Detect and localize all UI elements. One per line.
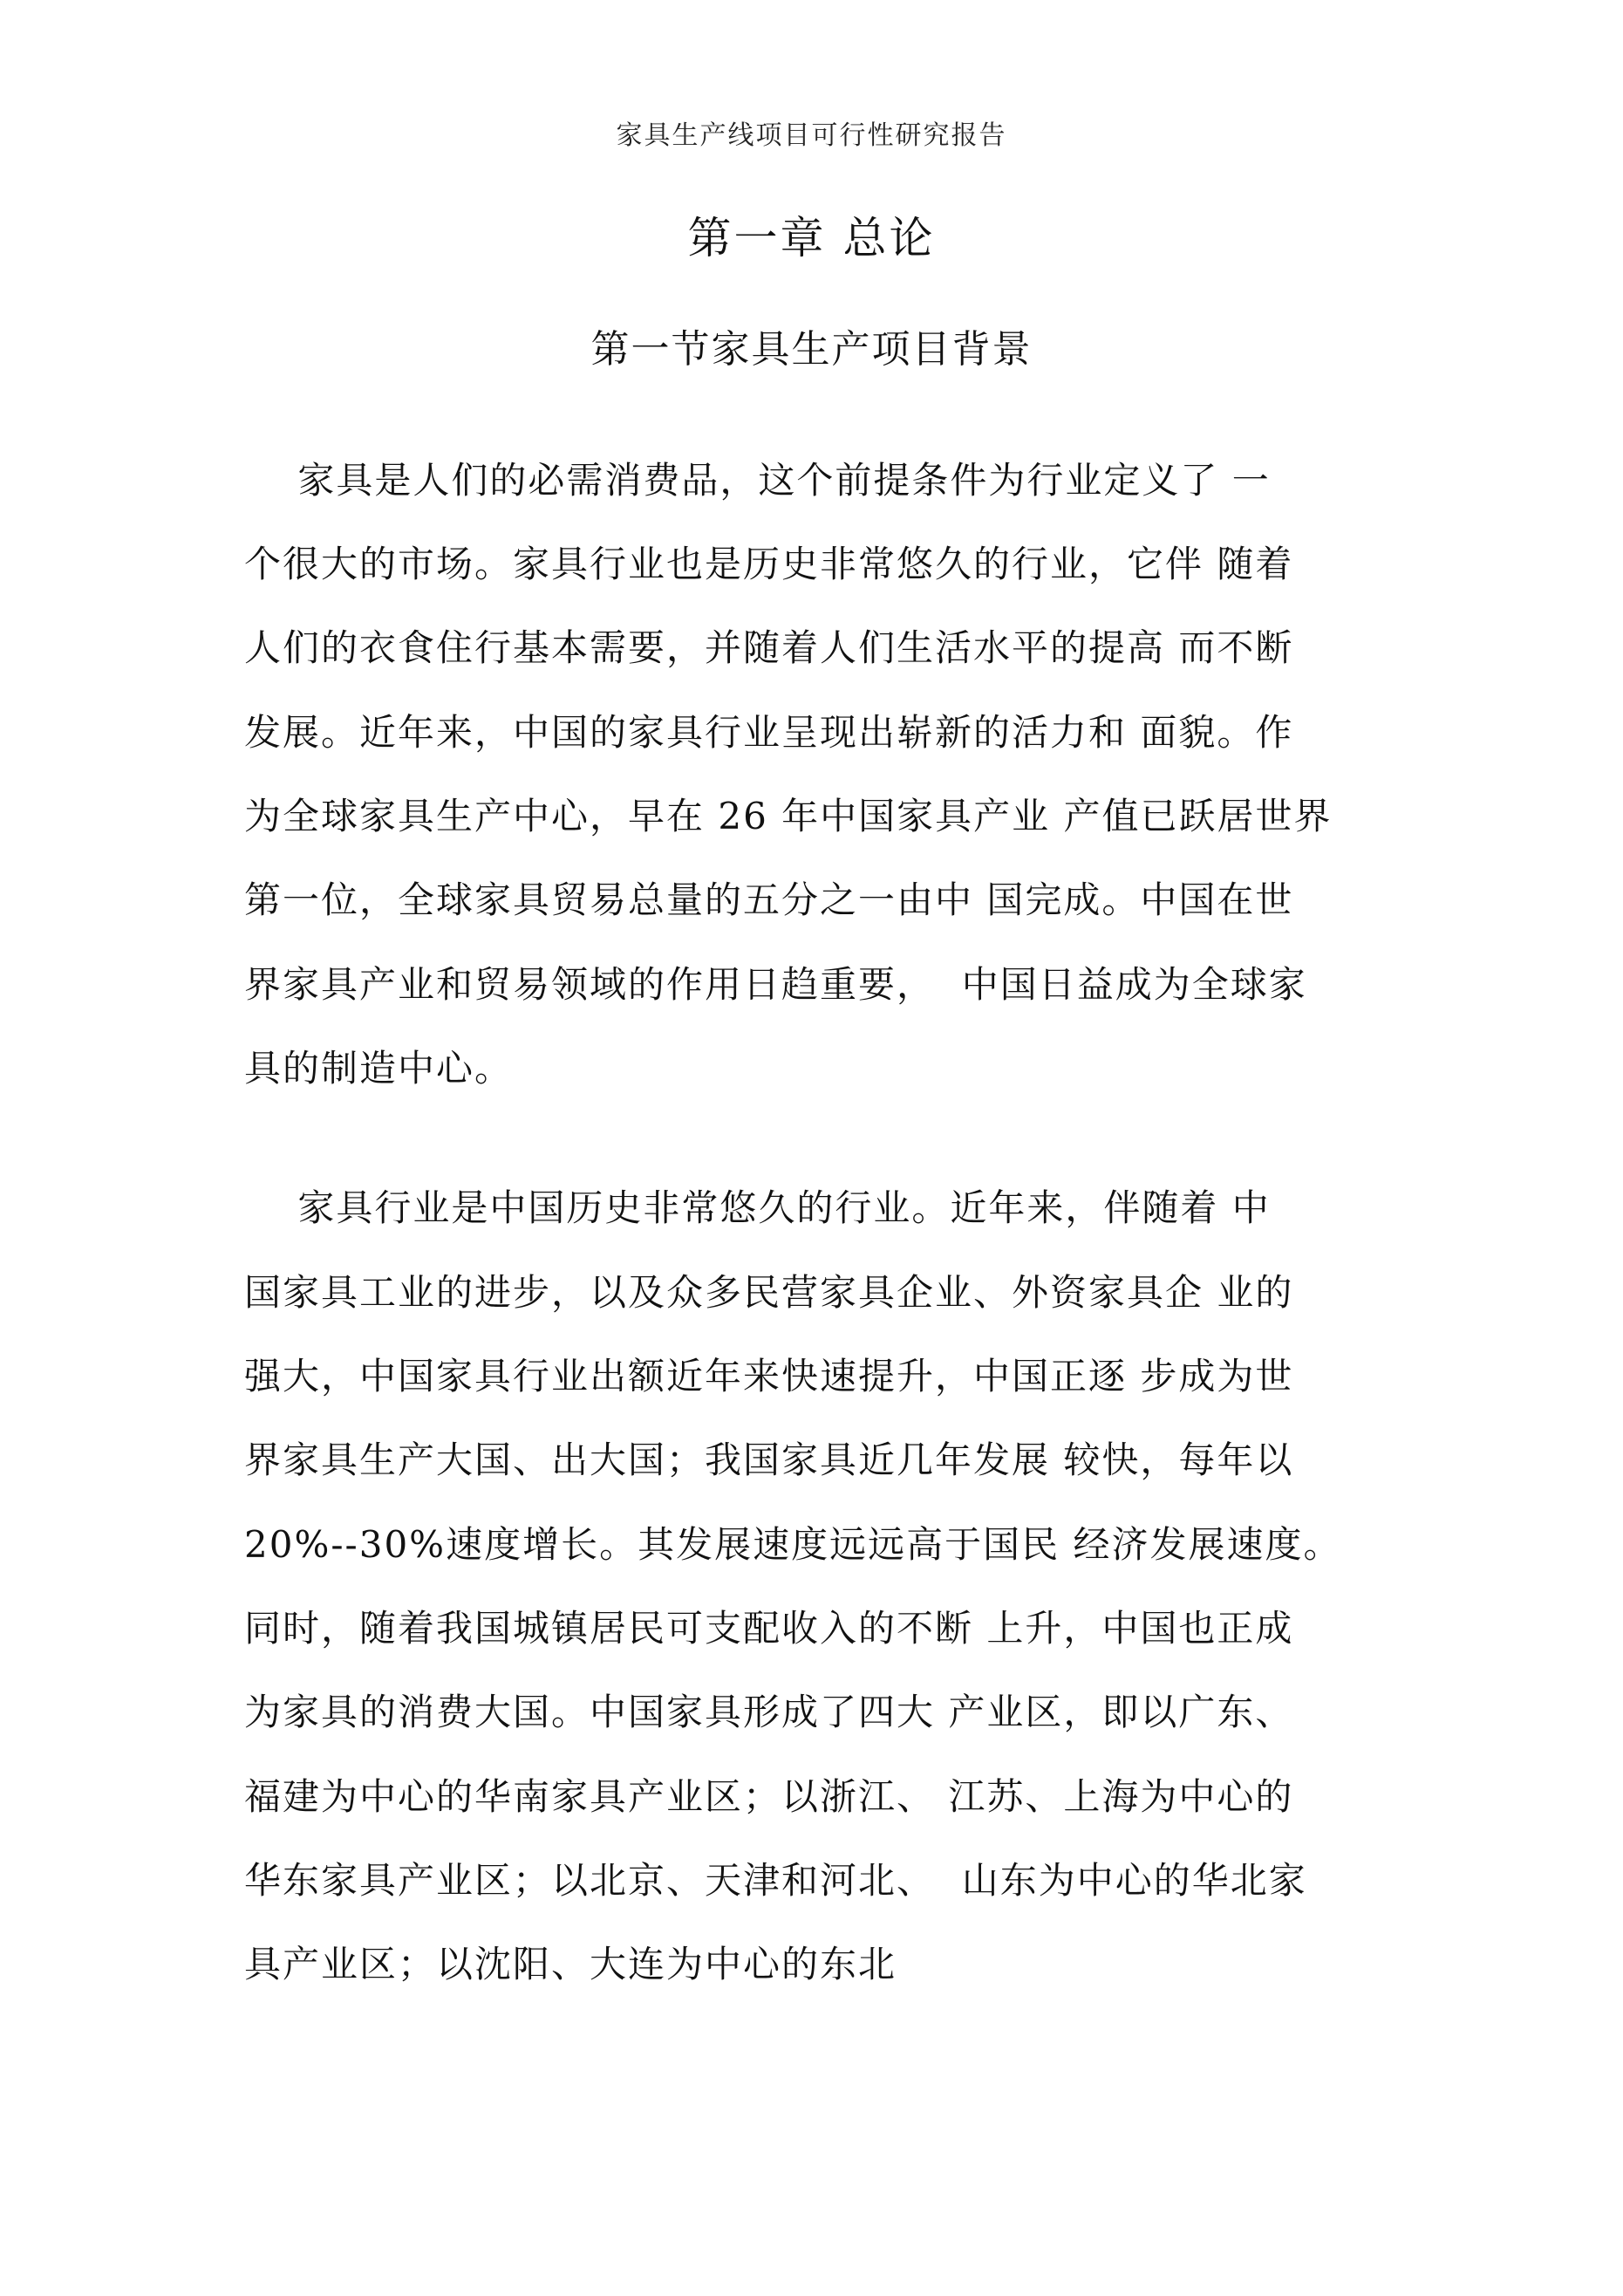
paragraph-line: 家具行业是中国历史非常悠久的行业。近年来，伴随着 中 <box>244 1186 1271 1229</box>
paragraph-line: 界家具产业和贸易领域的作用日趋重要， 中国日益成为全球家 <box>244 963 1307 1006</box>
paragraph-line: 个很大的市场。家具行业也是历史非常悠久的行业，它伴 随着 <box>244 543 1294 585</box>
paragraph-line: 强大，中国家具行业出额近年来快速提升，中国正逐 步成为世 <box>244 1355 1294 1397</box>
paragraph-line: 为家具的消费大国。中国家具形成了四大 产业区，即以广东、 <box>244 1691 1294 1733</box>
paragraph-line: 华东家具产业区；以北京、天津和河北、 山东为中心的华北家 <box>244 1859 1307 1902</box>
chapter-title: 第一章 总论 <box>687 213 936 263</box>
paragraph-line: 国家具工业的进步，以及众多民营家具企业、外资家具企 业的 <box>244 1271 1294 1314</box>
paragraph-line: 发展。近年来，中国的家具行业呈现出崭新的活力和 面貌。作 <box>244 711 1294 754</box>
running-header: 家具生产线项目可行性研究报告 <box>616 120 1007 151</box>
paragraph-line: 具的制造中心。 <box>244 1047 514 1090</box>
section-title: 第一节家具生产项目背景 <box>590 327 1033 372</box>
paragraph-line: 界家具生产大国、出大国；我国家具近几年发展 较快，每年以 <box>244 1438 1294 1481</box>
paragraph-line: 人们的衣食住行基本需要，并随着人们生活水平的提高 而不断 <box>244 626 1294 669</box>
paragraph-line: 同时，随着我国城镇居民可支配收入的不断 上升，中国也正成 <box>244 1607 1294 1650</box>
paragraph-line: 20%--30%速度增长。其发展速度远远高于国民 经济发展速度。 <box>244 1523 1342 1566</box>
paragraph-line: 福建为中心的华南家具产业区；以浙江、 江苏、上海为中心的 <box>244 1775 1294 1818</box>
paragraph-line: 第一位，全球家具贸易总量的五分之一由中 国完成。中国在世 <box>244 878 1294 921</box>
paragraph-line: 家具是人们的必需消费品，这个前提条件为行业定义了 一 <box>244 459 1271 502</box>
paragraph-line: 为全球家具生产中心，早在 26 年中国家具产业 产值已跃居世界 <box>244 795 1333 837</box>
paragraph-line: 具产业区；以沈阳、大连为中心的东北 <box>244 1943 897 1985</box>
